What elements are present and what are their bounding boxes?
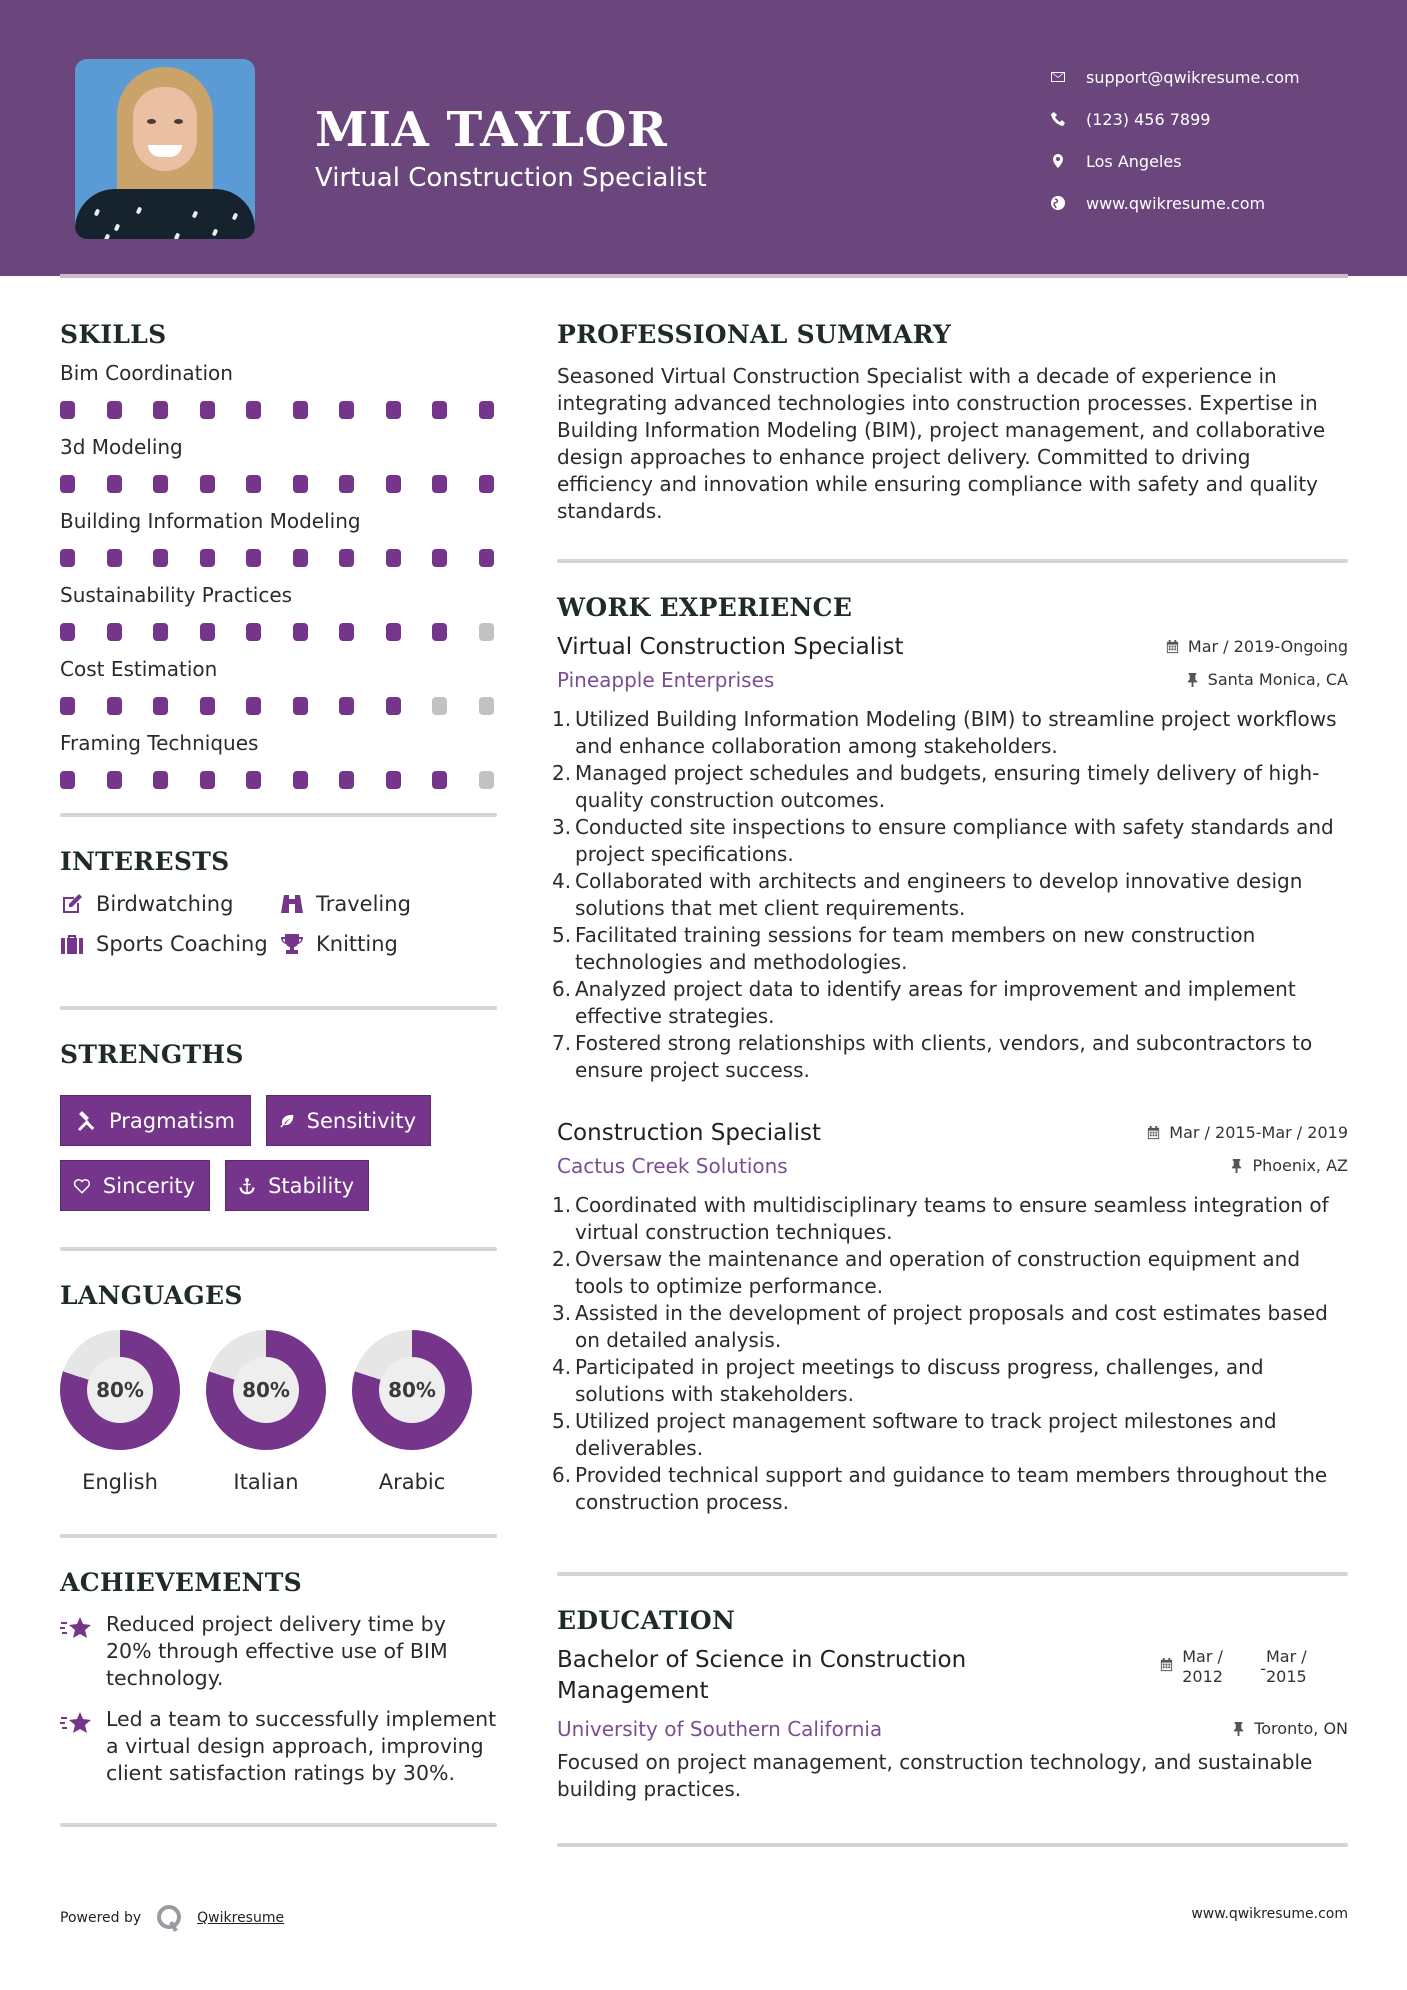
rating-dot-filled: [339, 475, 354, 493]
section-divider: [557, 1572, 1348, 1576]
footer-powered-by: Powered by Qwikresume: [60, 1904, 284, 1932]
section-title: EDUCATION: [557, 1606, 736, 1635]
company-name: Pineapple Enterprises: [557, 668, 775, 692]
calendar-icon: [1146, 1125, 1161, 1140]
rating-dot-filled: [200, 623, 215, 641]
rating-dot-filled: [432, 771, 447, 789]
experience-section: [552, 593, 1348, 1516]
leaf-icon: [279, 1109, 295, 1133]
rating-dot-filled: [246, 549, 261, 567]
rating-dot-filled: [293, 549, 308, 567]
qwikresume-logo-icon: [155, 1904, 183, 1932]
school-name: University of Southern California: [557, 1717, 883, 1741]
section-title: INTERESTS: [60, 847, 230, 876]
language-donut: [352, 1330, 472, 1450]
education-end: Mar / 2015: [1266, 1647, 1307, 1686]
rating-dot-empty: [432, 697, 447, 715]
calendar-icon: [1165, 639, 1180, 654]
job-entry: [552, 1120, 1348, 1516]
rating-dot-filled: [339, 623, 354, 641]
job-location: Phoenix, AZ: [1229, 1156, 1348, 1175]
job-location: Santa Monica, CA: [1185, 670, 1348, 689]
rating-dot-filled: [60, 401, 75, 419]
skill-rating: [60, 611, 497, 653]
resume-header: [0, 0, 1407, 276]
anchor-icon: [238, 1174, 256, 1198]
qwikresume-link[interactable]: Qwikresume: [197, 1910, 285, 1926]
job-dates: Mar / 2015-Mar / 2019: [1146, 1123, 1348, 1142]
rating-dot-filled: [479, 475, 494, 493]
skill-rating: [60, 537, 497, 579]
map-pin-icon: [1050, 153, 1086, 169]
right-column: [552, 320, 1348, 1847]
education-start: Mar / 2012: [1182, 1647, 1223, 1686]
contact-phone-text: (123) 456 7899: [1086, 109, 1211, 129]
list-item: 1. Utilized Building Information Modeling (BIM) to streamline project workflows and enhance collaboration among stakeholders.: [552, 707, 1337, 758]
skill-label: Sustainability Practices: [60, 583, 293, 607]
language-item: [352, 1330, 472, 1494]
list-item: 6. Analyzed project data to identify areas for improvement and implement effective strategies.: [552, 977, 1296, 1028]
job-dates: Mar / 2019-Ongoing: [1165, 637, 1348, 656]
job-bullets: [552, 1192, 1348, 1516]
skill-label: Bim Coordination: [60, 361, 233, 385]
rating-dot-filled: [107, 697, 122, 715]
strength-pill: Stability: [225, 1160, 369, 1211]
footer-website[interactable]: www.qwikresume.com: [1191, 1906, 1348, 1922]
phone-icon: [1050, 111, 1086, 127]
rating-dot-filled: [60, 697, 75, 715]
strength-pill: Pragmatism: [60, 1095, 251, 1146]
degree-title: Bachelor of Science in Construction Management: [557, 1647, 967, 1704]
envelope-icon: [1050, 69, 1086, 85]
language-item: [60, 1330, 180, 1494]
rating-dot-filled: [107, 549, 122, 567]
education-description: Focused on project management, construction technology, and sustainable building practices.: [557, 1750, 1313, 1801]
interest-item: Traveling: [280, 892, 480, 916]
strength-pill: Sensitivity: [266, 1095, 431, 1146]
list-item: 7. Fostered strong relationships with clients, vendors, and subcontractors to ensure project success.: [552, 1031, 1313, 1082]
rating-dot-filled: [107, 623, 122, 641]
rating-dot-filled: [293, 475, 308, 493]
list-item: 1. Coordinated with multidisciplinary teams to ensure seamless integration of virtual construction techniques.: [552, 1193, 1329, 1244]
globe-icon: [1050, 195, 1086, 211]
interest-item: Birdwatching: [60, 892, 280, 916]
rating-dot-empty: [479, 771, 494, 789]
language-name: English: [82, 1470, 158, 1494]
rating-dot-filled: [339, 697, 354, 715]
list-item: 4. Participated in project meetings to discuss progress, challenges, and solutions with stakeholders.: [552, 1355, 1264, 1406]
rating-dot-filled: [246, 475, 261, 493]
rating-dot-filled: [107, 401, 122, 419]
binoculars-icon: [280, 892, 304, 916]
section-divider: [60, 1006, 497, 1010]
rating-dot-filled: [246, 697, 261, 715]
section-divider: [60, 1534, 497, 1538]
rating-dot-filled: [153, 475, 168, 493]
rating-dot-filled: [339, 401, 354, 419]
rating-dot-filled: [432, 549, 447, 567]
interest-item: Sports Coaching: [60, 932, 280, 956]
list-item: 3. Conducted site inspections to ensure compliance with safety standards and project specifications.: [552, 815, 1334, 866]
rating-dot-filled: [386, 401, 401, 419]
rating-dot-filled: [153, 401, 168, 419]
rating-dot-filled: [386, 549, 401, 567]
section-divider: [557, 1843, 1348, 1847]
contact-email[interactable]: [1050, 56, 1300, 98]
company-name: Cactus Creek Solutions: [557, 1154, 788, 1178]
rating-dot-empty: [479, 697, 494, 715]
rating-dot-filled: [153, 549, 168, 567]
achievement-item: Reduced project delivery time by 20% through effective use of BIM technology.: [60, 1611, 497, 1692]
language-name: Italian: [233, 1470, 299, 1494]
skill-rating: [60, 759, 497, 801]
contact-website-text: www.qwikresume.com: [1086, 193, 1266, 213]
skill-rating: [60, 685, 497, 727]
edit-icon: [60, 892, 84, 916]
section-divider: [60, 1247, 497, 1251]
language-name: Arabic: [378, 1470, 446, 1494]
rating-dot-filled: [479, 549, 494, 567]
rating-dot-filled: [153, 697, 168, 715]
summary-text: Seasoned Virtual Construction Specialist with a decade of experience in integrating advanced technologies into construction processes. Expertise in Building Information Modeling (BIM), project management, and collaborative design approaches to enhance project delivery. Committed to driving efficiency and innovation while ensuring compliance with safety and quality standards.: [557, 364, 1326, 523]
section-title: WORK EXPERIENCE: [557, 593, 853, 622]
star-badge-icon: [60, 1710, 94, 1738]
rating-dot-filled: [246, 401, 261, 419]
suitcase-icon: [60, 932, 84, 956]
rating-dot-filled: [293, 401, 308, 419]
header-divider: [60, 274, 1348, 278]
skill-rating: [60, 463, 497, 505]
left-column: [60, 320, 497, 1827]
rating-dot-filled: [153, 623, 168, 641]
rating-dot-filled: [200, 401, 215, 419]
education-dates: [1159, 1647, 1314, 1707]
achievement-item: Led a team to successfully implement a virtual design approach, improving client satisfaction ratings by 30%.: [60, 1706, 497, 1787]
candidate-name: MIA TAYLOR: [315, 102, 668, 158]
list-item: 3. Assisted in the development of project proposals and cost estimates based on detailed analysis.: [552, 1301, 1328, 1352]
strengths-section: [60, 1040, 497, 1211]
list-item: 5. Utilized project management software to track project milestones and deliverables.: [552, 1409, 1277, 1460]
list-item: 4. Collaborated with architects and engineers to develop innovative design solutions that met client requirements.: [552, 869, 1303, 920]
skill-label: Framing Techniques: [60, 731, 259, 755]
list-item: 2. Oversaw the maintenance and operation of construction equipment and tools to optimize performance.: [552, 1247, 1301, 1298]
pushpin-icon: [1231, 1721, 1246, 1736]
rating-dot-filled: [60, 771, 75, 789]
rating-dot-filled: [293, 623, 308, 641]
section-title: PROFESSIONAL SUMMARY: [557, 320, 952, 349]
interest-item: Knitting: [280, 932, 480, 956]
language-percent: 80%: [379, 1357, 445, 1423]
education-section: [557, 1606, 1348, 1803]
rating-dot-filled: [60, 475, 75, 493]
job-entry: [552, 634, 1348, 1084]
list-item: 6. Provided technical support and guidance to team members throughout the construction process.: [552, 1463, 1328, 1514]
profile-photo: [75, 59, 255, 239]
skills-section: [60, 320, 497, 801]
skill-label: Building Information Modeling: [60, 509, 361, 533]
language-donut: [60, 1330, 180, 1450]
languages-section: [60, 1281, 497, 1494]
language-percent: 80%: [233, 1357, 299, 1423]
rating-dot-filled: [293, 697, 308, 715]
rating-dot-filled: [200, 697, 215, 715]
rating-dot-filled: [339, 549, 354, 567]
rating-dot-filled: [200, 771, 215, 789]
skill-label: Cost Estimation: [60, 657, 218, 681]
rating-dot-filled: [60, 549, 75, 567]
language-donut: [206, 1330, 326, 1450]
pushpin-icon: [1185, 672, 1200, 687]
rating-dot-filled: [60, 623, 75, 641]
skill-rating: [60, 389, 497, 431]
section-title: ACHIEVEMENTS: [60, 1568, 302, 1597]
section-title: LANGUAGES: [60, 1281, 243, 1310]
rating-dot-filled: [200, 475, 215, 493]
achievements-section: [60, 1568, 497, 1787]
rating-dot-filled: [246, 623, 261, 641]
rating-dot-filled: [339, 771, 354, 789]
rating-dot-filled: [200, 549, 215, 567]
section-divider: [60, 1823, 497, 1827]
trophy-icon: [280, 932, 304, 956]
rating-dot-empty: [479, 623, 494, 641]
language-item: [206, 1330, 326, 1494]
strength-pill: Sincerity: [60, 1160, 210, 1211]
rating-dot-filled: [386, 475, 401, 493]
job-title: Virtual Construction Specialist: [557, 634, 904, 660]
rating-dot-filled: [107, 475, 122, 493]
rating-dot-filled: [246, 771, 261, 789]
pushpin-icon: [1229, 1158, 1244, 1173]
gavel-icon: [73, 1109, 97, 1133]
list-item: 5. Facilitated training sessions for team members on new construction technologies and methodologies.: [552, 923, 1256, 974]
list-item: 2. Managed project schedules and budgets, ensuring timely delivery of high-quality construction outcomes.: [552, 761, 1320, 812]
section-divider: [557, 559, 1348, 563]
job-title: Construction Specialist: [557, 1120, 822, 1146]
rating-dot-filled: [432, 475, 447, 493]
rating-dot-filled: [479, 401, 494, 419]
rating-dot-filled: [432, 401, 447, 419]
contact-website[interactable]: [1050, 182, 1300, 224]
rating-dot-filled: [386, 623, 401, 641]
job-bullets: [552, 706, 1348, 1084]
rating-dot-filled: [293, 771, 308, 789]
language-percent: 80%: [87, 1357, 153, 1423]
contact-location: [1050, 140, 1300, 182]
rating-dot-filled: [386, 771, 401, 789]
calendar-icon: [1159, 1657, 1174, 1672]
rating-dot-filled: [107, 771, 122, 789]
education-location: Toronto, ON: [1231, 1719, 1348, 1738]
contact-phone[interactable]: [1050, 98, 1300, 140]
date-separator: -: [1260, 1659, 1266, 1678]
heart-icon: [73, 1174, 91, 1198]
contact-location-text: Los Angeles: [1086, 151, 1182, 171]
star-badge-icon: [60, 1615, 94, 1643]
rating-dot-filled: [153, 771, 168, 789]
interests-section: [60, 847, 497, 956]
summary-section: [557, 320, 1348, 525]
section-title: STRENGTHS: [60, 1040, 244, 1069]
section-divider: [60, 813, 497, 817]
contact-email-text: support@qwikresume.com: [1086, 67, 1300, 87]
skill-label: 3d Modeling: [60, 435, 183, 459]
section-title: SKILLS: [60, 320, 167, 349]
candidate-role: Virtual Construction Specialist: [315, 163, 707, 193]
contact-list: [1050, 56, 1300, 224]
rating-dot-filled: [386, 697, 401, 715]
rating-dot-filled: [432, 623, 447, 641]
